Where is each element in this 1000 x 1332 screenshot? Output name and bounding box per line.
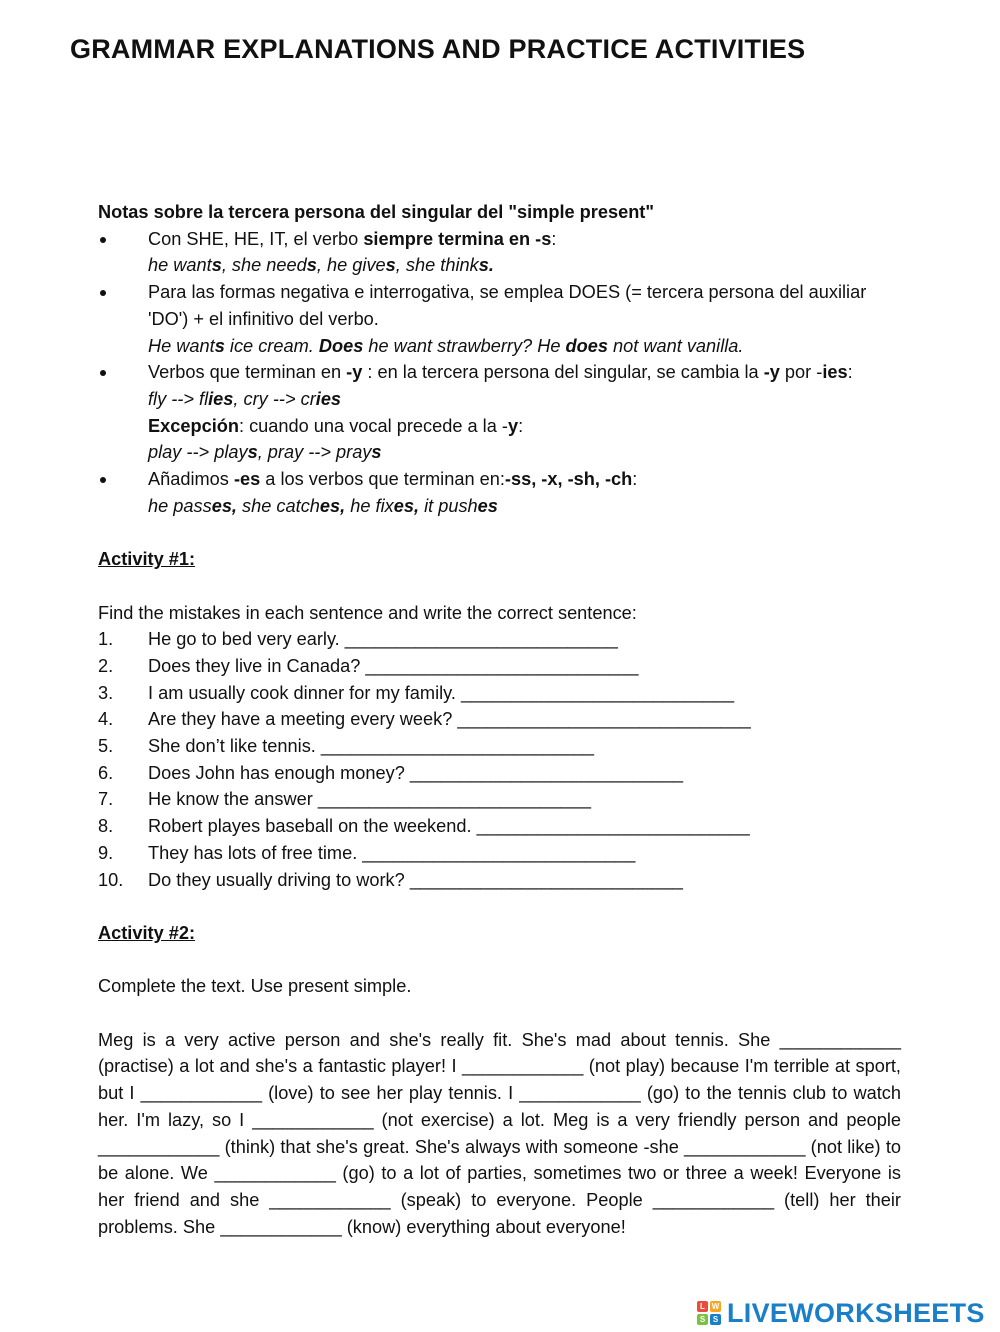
note-text: :: [551, 228, 557, 249]
activity1-heading: Activity #1:: [98, 549, 196, 570]
note-example: play --> plays, pray --> prays: [148, 442, 382, 463]
activity1-instruction: Find the mistakes in each sentence and write the correct sentence:: [98, 602, 637, 623]
activity2-instruction: Complete the text. Use present simple.: [98, 976, 412, 997]
notes-heading: Notas sobre la tercera persona del singular del "simple present": [98, 202, 654, 222]
activity1-item: 2. Does they live in Canada? ___________________________: [98, 655, 639, 676]
logo-text: LIVEWORKSHEETS: [727, 1297, 985, 1328]
worksheet-content: [98, 199, 901, 1240]
liveworksheets-logo-icon: [697, 1301, 721, 1325]
activity1-item: 7. He know the answer ___________________________: [98, 789, 591, 810]
page-title: GRAMMAR EXPLANATIONS AND PRACTICE ACTIVITIES: [70, 34, 806, 64]
note-item: Verbos que terminan en -y : en la tercera persona del singular, se cambia la -y por -ies: fly --> flies, cry --> cries Excepción: cuando una vocal precede a la -y: play --> plays, pray --> prays: [98, 359, 901, 466]
logo-letter: S: [710, 1314, 721, 1325]
activity1-item: 6. Does John has enough money? ___________________________: [98, 762, 683, 783]
activity2-heading: Activity #2:: [98, 922, 196, 943]
note-example: he wants, she needs, he gives, she thinks.: [148, 255, 494, 276]
activity1-item: 1. He go to bed very early. ___________________________: [98, 629, 618, 650]
note-item: Añadimos -es a los verbos que terminan en:-ss, -x, -sh, -ch: he passes, she catches, he fixes, it pushes: [98, 466, 901, 519]
activity1-item: 10. Do they usually driving to work? ___________________________: [98, 869, 683, 890]
note-text: Con SHE, HE, IT, el verbo: [148, 228, 364, 249]
activity1-item: 3. I am usually cook dinner for my family. ___________________________: [98, 682, 735, 703]
note-example: he passes, she catches, he fixes, it pushes: [148, 495, 498, 516]
logo-letter: L: [697, 1301, 708, 1312]
note-example: fly --> flies, cry --> cries: [148, 388, 342, 409]
note-bold: siempre termina en -s: [363, 228, 552, 249]
activity2-text: Meg is a very active person and she's really fit. She's mad about tennis. She ____________ (practise) a lot and she's a fantastic player! I ____________ (not play) because I'm terrible at sport, but I ____________ (love) to see her play tennis. I ____________ (go) to the tennis club to watch her. I'm lazy, so I ____________ (not exercise) a lot. Meg is a very friendly person and people ____________ (think) that she's great. She's always with someone -she ____________ (not like) to be alone. We ____________ (go) to a lot of parties, sometimes two or three a week! Everyone is her friend and she ____________ (speak) to everyone. People ____________ (tell) her their problems. She ____________ (know) everything about everyone!: [98, 1029, 901, 1237]
note-exception: Excepción: cuando una vocal precede a la -y:: [148, 415, 524, 436]
activity1-item: 8. Robert playes baseball on the weekend. ___________________________: [98, 816, 750, 837]
activity1-list: [98, 626, 901, 893]
activity1-item: 9. They has lots of free time. ___________________________: [98, 842, 636, 863]
activity1-item: 4. Are they have a meeting every week? _____________________________: [98, 709, 751, 730]
activity1-item: 5. She don’t like tennis. ___________________________: [98, 736, 594, 757]
note-text: Para las formas negativa e interrogativa, se emplea DOES (= tercera persona del auxiliar 'DO') + el infinitivo del verbo.: [148, 282, 867, 329]
logo-letter: W: [711, 1302, 720, 1311]
note-example: He wants ice cream. Does he want strawberry? He does not want vanilla.: [148, 335, 744, 356]
notes-list: [98, 226, 901, 520]
logo-letter: S: [697, 1314, 708, 1325]
note-item: [98, 226, 901, 279]
liveworksheets-logo: [697, 1296, 985, 1330]
note-item: [98, 279, 901, 359]
